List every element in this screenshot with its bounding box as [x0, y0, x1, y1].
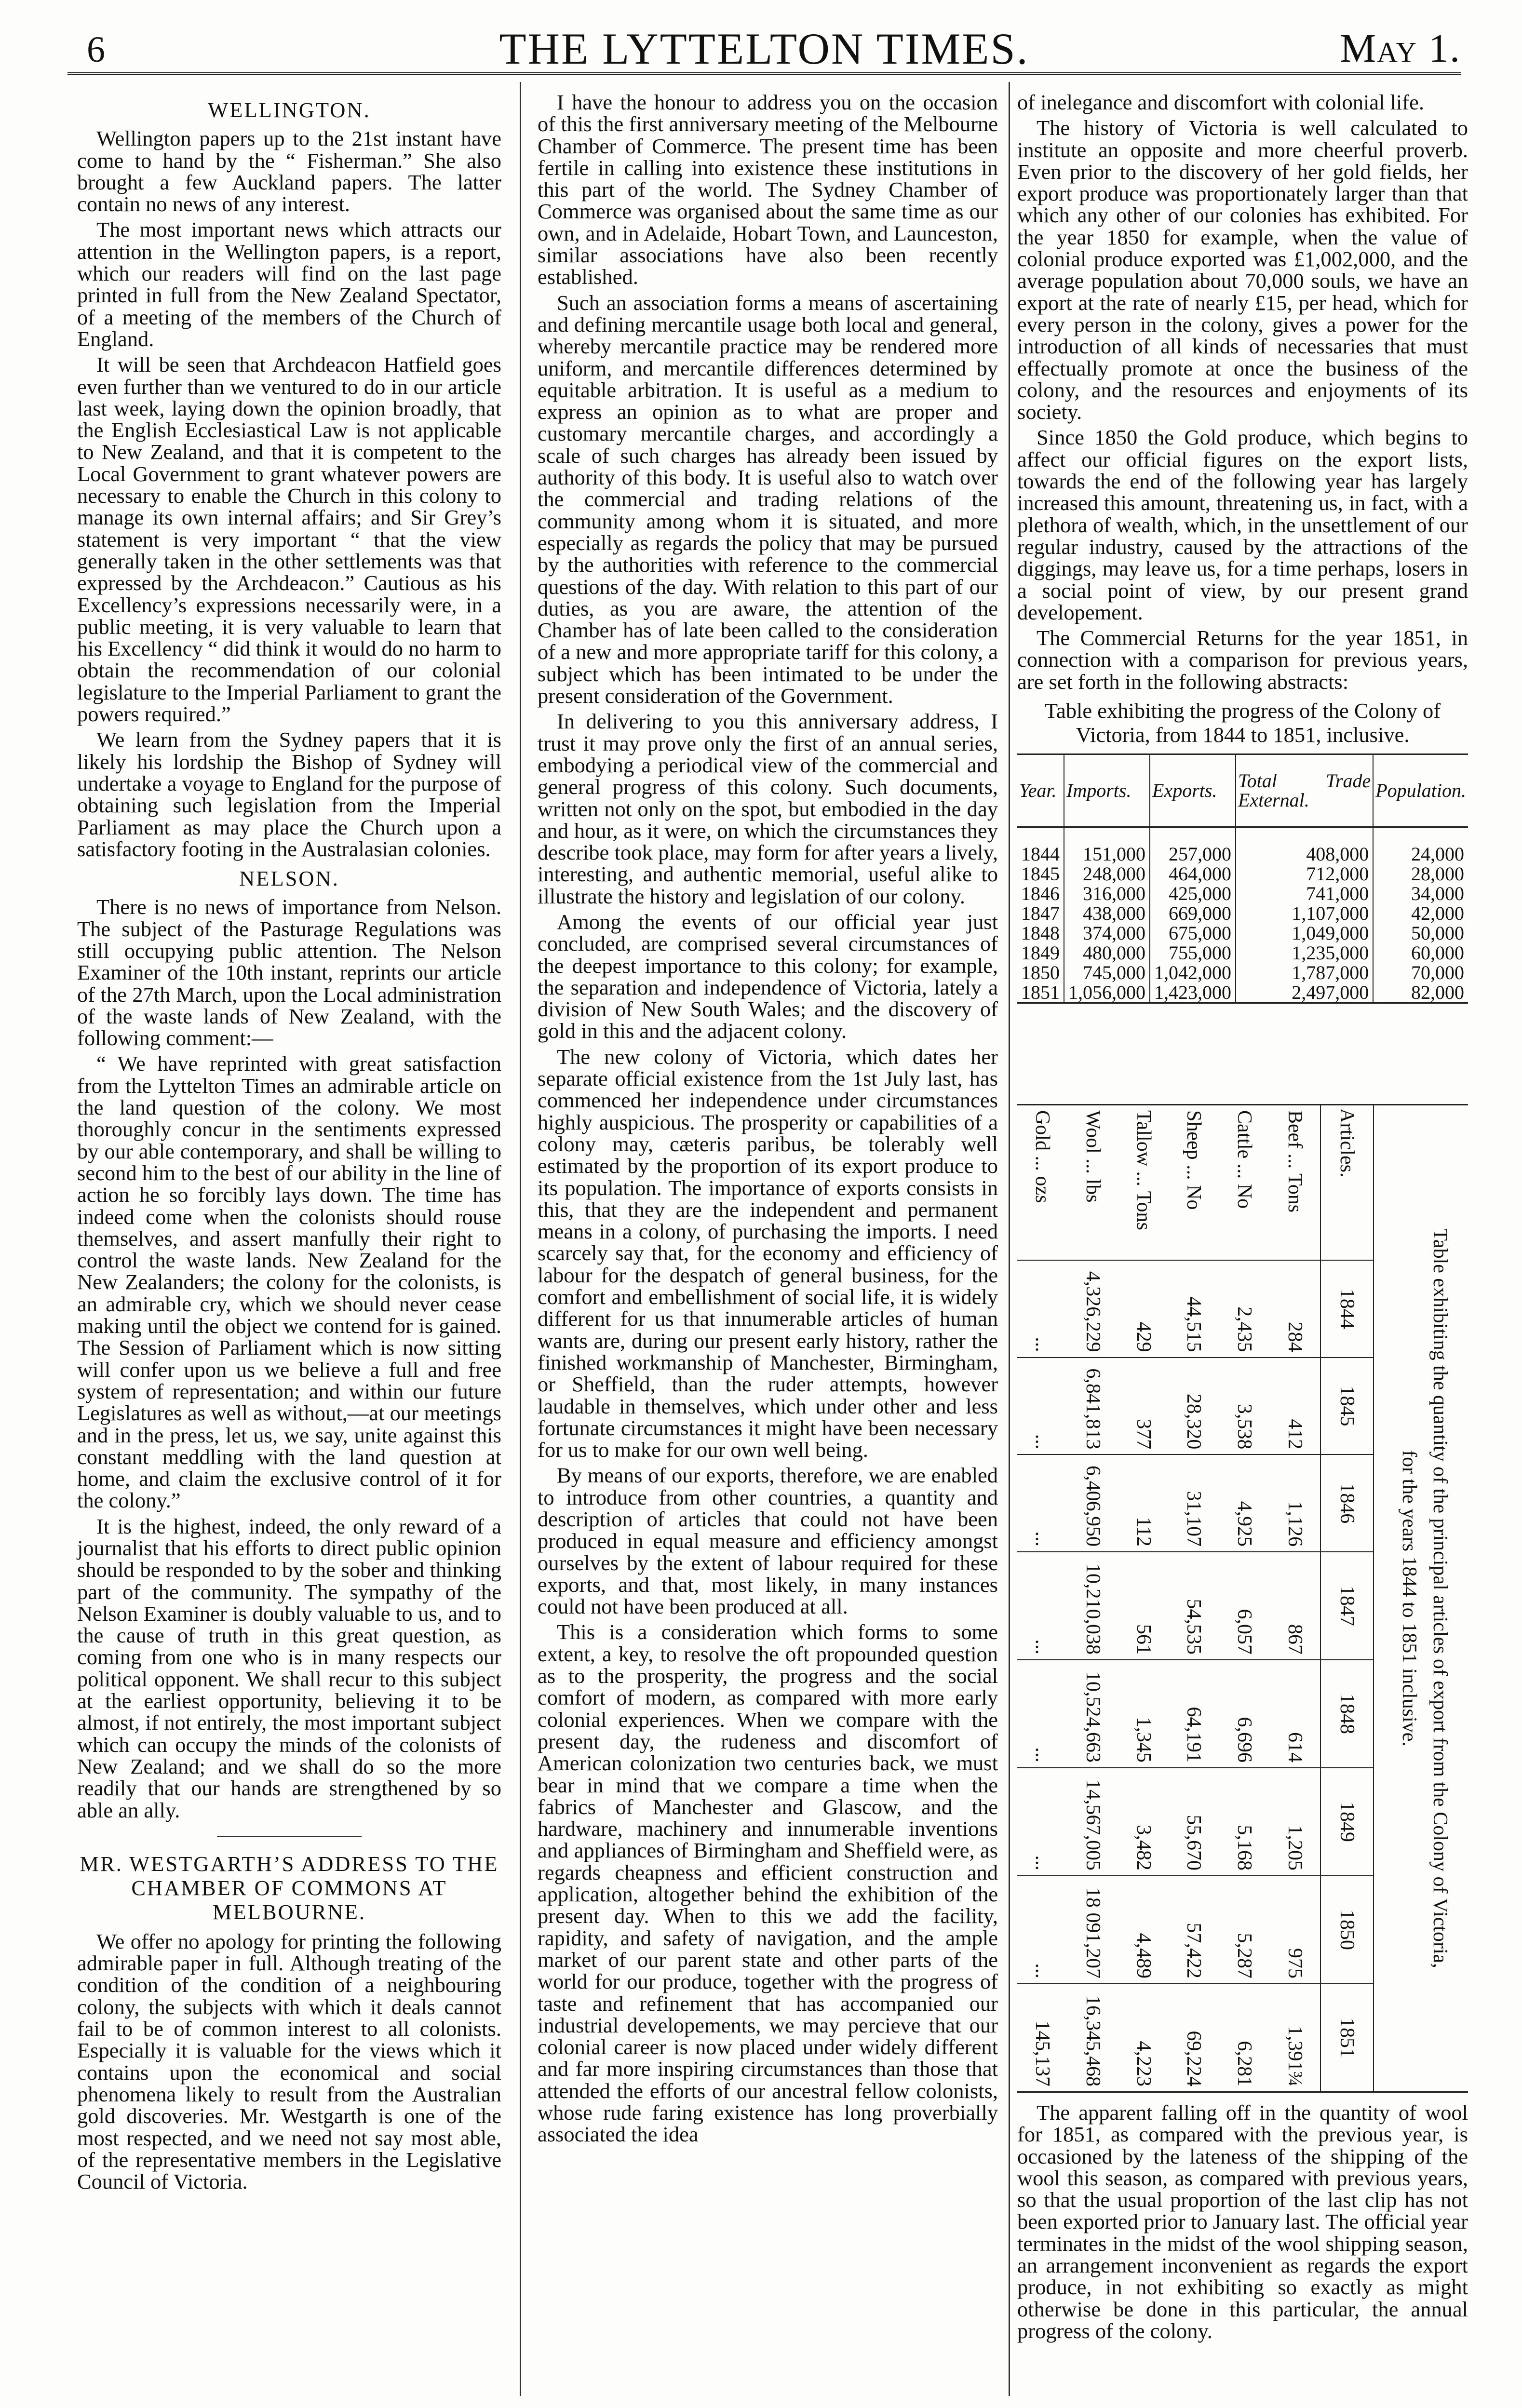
table1-cell: 316,000	[1064, 884, 1150, 903]
table2-cell: 867	[1269, 1552, 1320, 1660]
paragraph: It will be seen that Archdeacon Hatfield goes even further than we ventured to do in our article last week, laying down the opinion broadly, that the English Ecclesiastical Law is not applicable to New Zealand, and that it is competent to the Local Government to grant whatever powers are necessary to enable the Church in this colony to manage its own internal affairs; and Sir Grey’s statement is very important “ that the view generally taken in the other settlements was that expressed by the Archdeacon.” Cautious as his Excellency’s expressions necessarily were, in a public meeting, it is very valuable to learn that his Excellency “ did think it would do no harm to obtain the recommendation of our colonial legislature to the Imperial Parliament to grant the powers required.”	[77, 352, 501, 726]
table1-cell: 34,000	[1411, 883, 1464, 905]
table1-cell: 755,000	[1150, 943, 1236, 963]
table1-caption: Table exhibiting the progress of the Colony of Victoria, from 1844 to 1851, inclusive.	[1044, 699, 1441, 747]
table1-cell: 257,000	[1150, 827, 1236, 864]
paragraph: The new colony of Victoria, which dates her separate official existence from the 1st July last, has commenced her independence under circumstances highly auspicious. The prosperity or capabilities of a colony may, cæteris paribus, be tolerably well estimated by the proportion of its export produce to its population. The importance of exports consists in this, that they are the independent and permanent means in a colony, of purchasing the imports. I need scarcely say that, for the economy and efficiency of labour for the despatch of general business, for the comfort and embellishment of social life, it is widely different for us that innumerable articles of human wants are, during our present early history, rather the finished workmanship of Manchester, Birmingham, or Sheffield, than the ruder attempts, however laudable in themselves, which under other and less fortunate circumstances it might have been necessary for us to make for our own well being.	[538, 1044, 998, 1462]
table1-cell: 1849	[1017, 943, 1064, 963]
column-2	[538, 92, 998, 2150]
table1-cell: 1847	[1017, 903, 1064, 923]
newspaper-title: THE LYTTELTON TIMES.	[499, 24, 1029, 73]
table2-caption	[1374, 1105, 1468, 2091]
table2-cell: 6,841,813	[1068, 1358, 1118, 1455]
table2-header-cell: 1849	[1320, 1768, 1374, 1876]
table2-cell: 64,191	[1169, 1660, 1219, 1768]
table2-cell: 429	[1118, 1260, 1169, 1358]
paragraph: The apparent falling off in the quantity of wool for 1851, as compared with the previous year, is occasioned by the lateness of the shipping of the wool this season, as compared with previous years, so that the usual proportion of the last clip has not been exported prior to January last. The official year terminates in the midst of the wool shipping season, an arrangement inconvenient as regards the export produce, in not exhibiting so exactly as might otherwise be done in this particular, the annual progress of the colony.	[1017, 2100, 1468, 2343]
section-heading-westgarth: MR. WESTGARTH’S ADDRESS TO THE CHAMBER OF COMMONS AT MELBOURNE.	[80, 1851, 499, 1924]
page-number: 6	[87, 29, 105, 70]
table2-cell: ...	[1017, 1454, 1068, 1552]
table1-cell: 374,000	[1064, 923, 1150, 943]
table1-row	[1017, 864, 1468, 884]
table2-cell: 44,515	[1169, 1260, 1219, 1358]
table2-cell: 4,223	[1118, 1984, 1169, 2091]
table2-cell: ...	[1017, 1768, 1068, 1876]
column-rule	[1009, 82, 1010, 2396]
table1-header-cell: Year.	[1017, 754, 1064, 827]
table1-cell: 1,056,000	[1064, 982, 1150, 1003]
table1-row	[1017, 827, 1468, 864]
table2-cell: 69,224	[1169, 1984, 1219, 2091]
wool-note	[1017, 2102, 1468, 2342]
table2-cell: 6,696	[1219, 1660, 1270, 1768]
table2-cell: 16,345,468	[1068, 1984, 1118, 2091]
table1-cell: 1,423,000	[1150, 982, 1236, 1003]
table1-cell: 1845	[1017, 864, 1064, 884]
section-heading-wellington: WELLINGTON.	[208, 98, 371, 122]
paragraph: Since 1850 the Gold produce, which begins to affect our official figures on the export lists, towards the end of the following year has largely increased this amount, threatening us, in fact, with a plethora of wealth, which, in the unsettlement of our regular industry, caused by the attractions of the diggings, may leave us, for a time perhaps, losers in a social point of view, by our present grand developement.	[1017, 425, 1468, 624]
table2-cell: 4,326,229	[1068, 1260, 1118, 1358]
paragraph: Such an association forms a means of ascertaining and defining mercantile usage both local and general, whereby mercantile practice may be rendered more uniform, and mercantile differences determined by equitable arbitration. It is useful as a medium to express an opinion as to what are proper and customary mercantile charges, and accordingly a scale of such charges has already been issued by authority of this body. It is useful also to watch over the commercial and trading relations of the community among whom it is situated, and more especially as regards the policy that may be pursued by the authorities with reference to the commercial questions of the day. With relation to this part of our duties, as you are aware, the attention of the Chamber has of late been called to the consideration of a new and more appropriate tariff for this colony, a subject which has been intimated to be under the present consideration of the Government.	[538, 290, 998, 708]
table2-cell: Wool ... lbs	[1082, 1110, 1104, 1203]
table2-cell: Gold ... ozs	[1031, 1110, 1054, 1203]
table1-header-cell: Exports.	[1150, 754, 1236, 827]
table1-row	[1017, 963, 1468, 982]
table2-row	[1068, 1105, 1118, 2091]
table1-row	[1017, 943, 1468, 963]
table2-cell: ...	[1017, 1260, 1068, 1358]
table2-header-cell: 1844	[1320, 1260, 1374, 1358]
table2-caption-line-1: Table exhibiting the quantity of the principal articles of export from the Colony of Victoria,	[1429, 1228, 1451, 1968]
export-table-block	[1017, 1104, 1468, 2093]
table1-cell: 438,000	[1064, 903, 1150, 923]
table1-cell: 408,000	[1236, 827, 1373, 864]
table1-cell: 1846	[1017, 884, 1064, 903]
table2-header-cell: 1847	[1320, 1552, 1374, 1660]
table1-cell: 1851	[1017, 982, 1064, 1003]
table2-cell: 1,391¾	[1269, 1984, 1320, 2091]
column-rule	[520, 82, 521, 2396]
table1-row	[1017, 982, 1468, 1003]
table2-cell: 4,489	[1118, 1876, 1169, 1984]
paragraph: There is no news of importance from Nelson. The subject of the Pasturage Regulations was still occupying public attention. The Nelson Examiner of the 10th instant, reprints our article of the 27th March, upon the Local administration of the waste lands of New Zealand, with the following comment:—	[77, 895, 501, 1050]
table1-cell: 24,000	[1411, 843, 1464, 865]
table1-cell: 1848	[1017, 923, 1064, 943]
paragraph: I have the honour to address you on the occasion of this the first anniversary meeting of the Melbourne Chamber of Commerce. The present time has been fertile in calling into existence these institutions in this part of the world. The Sydney Chamber of Commerce was organised about the same time as our own, and in Adelaide, Hobart Town, and Launceston, similar associations have also been recently established.	[538, 90, 998, 289]
paragraph: In delivering to you this anniversary address, I trust it may prove only the first of an annual series, embodying a periodical view of the commercial and general progress of this colony. Such documents, written not only on the spot, but embodied in the day and hour, as it were, on which the circumstances they describe took place, may form for after years a lively, interesting, and authentic memorial, useful alike to illustrate the history and legislation of our colony.	[538, 709, 998, 908]
progress-table	[1017, 753, 1468, 1004]
table1-cell: 669,000	[1150, 903, 1236, 923]
paragraph: Wellington papers up to the 21st instant have come to hand by the “ Fisherman.” She also brought a few Auckland papers. The latter contain no news of any interest.	[77, 126, 501, 216]
table1-cell: 1850	[1017, 963, 1064, 982]
table2-cell: 31,107	[1169, 1454, 1219, 1552]
column-1	[77, 92, 501, 2196]
table1-cell: 60,000	[1411, 942, 1464, 964]
table1-row	[1017, 884, 1468, 903]
table2-cell: 28,320	[1169, 1358, 1219, 1455]
table1-cell: 42,000	[1411, 902, 1464, 925]
table2-cell: ...	[1017, 1552, 1068, 1660]
table1-cell: 70,000	[1411, 962, 1464, 984]
table2-cell: 412	[1269, 1358, 1320, 1455]
paragraph: We learn from the Sydney papers that it is likely his lordship the Bishop of Sydney will undertake a voyage to England for the purpose of obtaining such legislation from the Imperial Parliament as may place the Church upon a satisfactory footing in the Australasian colonies.	[77, 727, 501, 861]
table2-header-cell: 1845	[1320, 1358, 1374, 1455]
paragraph: We offer no apology for printing the following admirable paper in full. Although treating of the condition of the condition of a neighbouring colony, the subjects with which it deals cannot fail to be of common interest to all colonists. Especially it is valuable for the views which it contains upon the economical and social phenomena likely to result from the Australian gold discoveries. Mr. Westgarth is one of the most respected, and we need not say most able, of the representative members in the Legislative Council of Victoria.	[77, 1929, 501, 2194]
table1-header-cell: Total Trade External.	[1236, 754, 1373, 827]
table2-row	[1118, 1105, 1169, 2091]
paragraph: The most important news which attracts our attention in the Wellington papers, is a report, which our readers will find on the last page printed in full from the New Zealand Spectator, of a meeting of the members of the Church of England.	[77, 217, 501, 351]
paragraph: By means of our exports, therefore, we are enabled to introduce from other countries, a quantity and description of articles that could not have been produced in equal measure and efficiency amongst ourselves by the extent of labour required for these exports, and that, most likely, in many instances could not have been produced at all.	[538, 1463, 998, 1619]
table2-cell: 6,406,950	[1068, 1454, 1118, 1552]
quoted-paragraph: “ We have reprinted with great satisfaction from the Lyttelton Times an admirable article on the land question of the colony. We most thoroughly concur in the sentiments expressed by our able contemporary, and shall be willing to second him to the best of our ability in the line of action he so forcibly lays down. The time has indeed come when the colonists should rouse themselves, and assert manfully their right to control the waste lands. New Zealand for the New Zealanders; the colony for the colonists, is an admirable cry, which we should never cease making until the object we contend for is gained. The Session of Parliament which is now sitting will confer upon us we believe a full and free system of representation; and within our future Legislatures as well as without,—at our meetings and in the press, let us, we say, unite against this constant meddling with the land question at home, and claim the exclusive control of it for the colony.”	[77, 1051, 501, 1513]
table1-cell: 151,000	[1064, 827, 1150, 864]
table2-cell: 14,567,005	[1068, 1768, 1118, 1876]
table1-row	[1017, 903, 1468, 923]
issue-date: May 1.	[1340, 26, 1461, 71]
table1-header-cell: Population.	[1373, 754, 1468, 827]
table1-cell: 1,235,000	[1236, 943, 1373, 963]
table1-cell: 1,049,000	[1236, 923, 1373, 943]
rotated-export-table	[1017, 1105, 1468, 2091]
table2-row	[1017, 1105, 1068, 2091]
paragraph: of inelegance and discomfort with colonial life.	[1017, 90, 1424, 114]
table2-cell: ...	[1017, 1660, 1068, 1768]
table1-cell: 675,000	[1150, 923, 1236, 943]
table2-cell: 614	[1269, 1660, 1320, 1768]
table1-row	[1017, 923, 1468, 943]
table1-cell: 2,497,000	[1236, 982, 1373, 1003]
table2-cell: 1,345	[1118, 1660, 1169, 1768]
table1-cell: 745,000	[1064, 963, 1150, 982]
table1-cell: 82,000	[1373, 982, 1468, 1003]
table1-cell: 425,000	[1150, 884, 1236, 903]
table2-header-cell: 1848	[1320, 1660, 1374, 1768]
table2-cell: Beef ... Tons	[1283, 1110, 1306, 1213]
table2-cell: 6,281	[1219, 1984, 1270, 2091]
table2-cell: ...	[1017, 1358, 1068, 1455]
table2-cell: 145,137	[1017, 1984, 1068, 2091]
table2-cell: 3,538	[1219, 1358, 1270, 1455]
table2-cell: 2,435	[1219, 1260, 1270, 1358]
table1-cell: 1844	[1017, 827, 1064, 864]
table1-cell: 248,000	[1064, 864, 1150, 884]
article-separator	[217, 1836, 362, 1837]
table2-row	[1269, 1105, 1320, 2091]
table1-cell: 741,000	[1236, 884, 1373, 903]
table2-cell: 112	[1118, 1454, 1169, 1552]
table1-cell: 464,000	[1150, 864, 1236, 884]
table1-cell: 50,000	[1411, 922, 1464, 944]
table2-header-cell: 1850	[1320, 1876, 1374, 1984]
masthead-rule	[67, 72, 1461, 75]
table1-cell: 1,787,000	[1236, 963, 1373, 982]
table2-cell: 3,482	[1118, 1768, 1169, 1876]
table2-caption-line-2: for the years 1844 to 1851 inclusive.	[1398, 1450, 1420, 1747]
paragraph: It is the highest, indeed, the only reward of a journalist that his efforts to direct public opinion should be responded to by the sober and thinking part of the community. The sympathy of the Nelson Examiner is doubly valuable to us, and to the cause of truth in this great question, as coming from one who is in many respects our political opponent. We shall recur to this subject at the earliest opportunity, believing it to be almost, if not entirely, the most important subject which can occupy the minds of the colonists of New Zealand; and we shall do so the more readily that our hands are strengthened by so able an ally.	[77, 1514, 501, 1822]
table2-cell: 54,535	[1169, 1552, 1219, 1660]
column-3	[1017, 92, 1468, 1004]
table2-cell: 1,126	[1269, 1454, 1320, 1552]
table1-header-cell: Imports.	[1064, 754, 1150, 827]
table2-cell: 10,210,038	[1068, 1552, 1118, 1660]
table2-cell: Cattle ... No	[1233, 1110, 1255, 1209]
table2-cell: 561	[1118, 1552, 1169, 1660]
table2-cell: Tallow ... Tons	[1132, 1110, 1155, 1230]
table2-header-cell: 1846	[1320, 1454, 1374, 1552]
table2-header-cell: 1851	[1320, 1984, 1374, 2091]
table2-cell: 5,168	[1219, 1768, 1270, 1876]
table2-cell: 6,057	[1219, 1552, 1270, 1660]
table2-row	[1169, 1105, 1219, 2091]
table2-cell: 1,205	[1269, 1768, 1320, 1876]
table1-cell: 712,000	[1236, 864, 1373, 884]
table1-cell: 480,000	[1064, 943, 1150, 963]
table2-cell: 10,524,663	[1068, 1660, 1118, 1768]
table2-cell: 975	[1269, 1876, 1320, 1984]
export-table	[1017, 1105, 1374, 2091]
table2-cell: 377	[1118, 1358, 1169, 1455]
paragraph: The Commercial Returns for the year 1851, in connection with a comparison for previous years, are set forth in the following abstracts:	[1017, 626, 1468, 694]
table1-cell: 28,000	[1411, 863, 1464, 885]
table2-cell: 284	[1269, 1260, 1320, 1358]
table1-cell: 1,042,000	[1150, 963, 1236, 982]
paragraph: The history of Victoria is well calculated to institute an opposite and more cheerful proverb. Even prior to the discovery of her gold fields, her export produce was proportionately larger than that which any other of our colonies has exhibited. For the year 1850 for example, when the value of colonial produce exported was £1,002,000, and the average population about 70,000 souls, we have an export at the rate of nearly £15, per head, which for every person in the colony, gives a power for the introduction of all kinds of necessaries that must effectually promote at once the business of the colony, and the resources and enjoyments of its society.	[1017, 116, 1468, 424]
table2-cell: 57,422	[1169, 1876, 1219, 1984]
table2-cell: 4,925	[1219, 1454, 1270, 1552]
table2-cell: 5,287	[1219, 1876, 1270, 1984]
section-heading-nelson: NELSON.	[239, 866, 339, 891]
table2-row	[1219, 1105, 1270, 2091]
table2-cell: Sheep ... No	[1183, 1110, 1205, 1210]
masthead	[67, 19, 1461, 72]
table2-cell: 55,670	[1169, 1768, 1219, 1876]
table2-header-cell: Articles.	[1320, 1105, 1374, 1260]
table2-cell: ...	[1017, 1876, 1068, 1984]
table1-cell: 1,107,000	[1236, 903, 1373, 923]
paragraph: Among the events of our official year just concluded, are comprised several circumstances of the deepest importance to this colony; for example, the separation and independence of Victoria, lately a division of New South Wales; and the discovery of gold in this and the adjacent colony.	[538, 909, 998, 1043]
paragraph: This is a consideration which forms to some extent, a key, to resolve the oft propounded question as to the prosperity, the progress and the social comfort of modern, as compared with more early colonial experiences. When we compare with the present day, the rudeness and discomfort of American colonization two centuries back, we must bear in mind that we compare a time when the fabrics of Manchester and Glascow, and the hardware, machinery and innumerable inventions and appliances of Birmingham and Sheffield were, as regards cheapness and efficient construction and application, altogether behind the exhibition of the present day. When to this we add the facility, rapidity, and safety of navigation, and the ample market of our parent state and other parts of the world for our produce, together with the progress of taste and refinement that has accompanied our industrial developements, we may percieve that our colonial career is now placed under widely different and far more inspiring circumstances than those that attended the efforts of our ancestral fellow colonists, whose rude faring existence has long proverbially associated the idea	[538, 1620, 998, 2147]
table2-cell: 18 091,207	[1068, 1876, 1118, 1984]
